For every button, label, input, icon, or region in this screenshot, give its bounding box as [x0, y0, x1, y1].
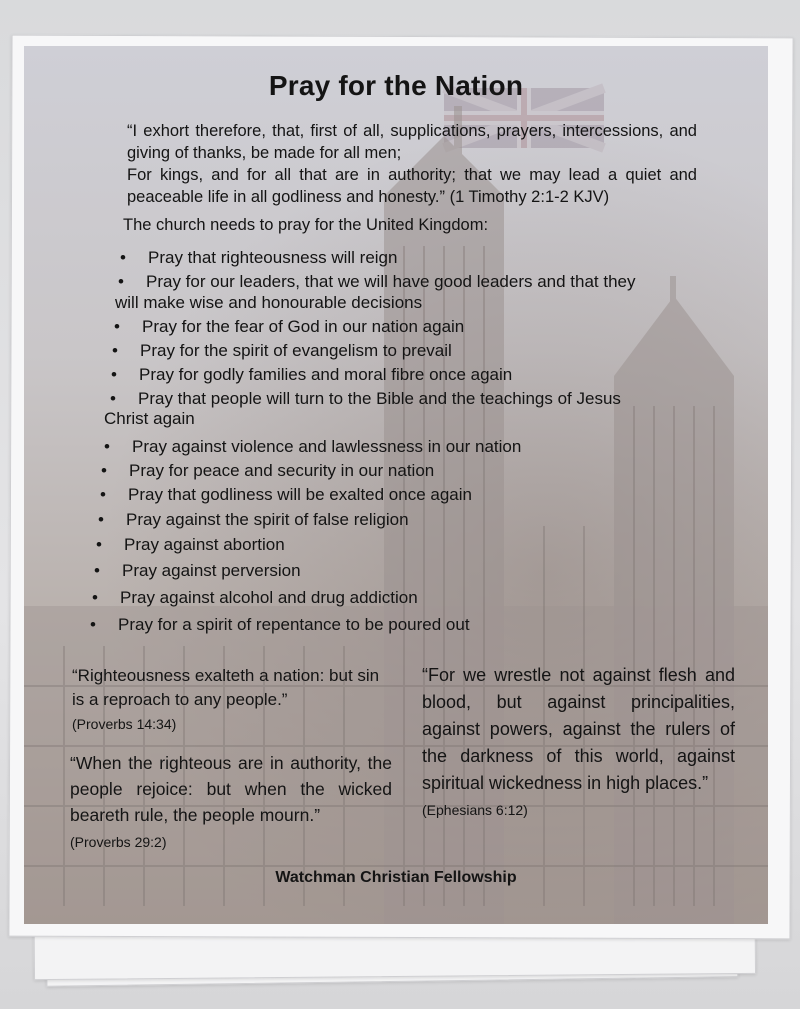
bullet-icon: • — [112, 341, 118, 360]
quote-text: “When the righteous are in authority, the people rejoice: but when the wicked beareth rule, the people mourn.” — [70, 753, 392, 825]
bullet-icon: • — [98, 510, 104, 529]
bullet-icon: • — [101, 461, 107, 480]
quote-reference: (Proverbs 14:34) — [72, 716, 177, 732]
bullet-icon: • — [120, 248, 126, 267]
prayer-item: • Pray against abortion — [96, 535, 285, 554]
scripture-line-1: “I exhort therefore, that, first of all, supplications, prayers, intercessions, and giving of thanks, be made for all men; — [127, 122, 697, 162]
quote-proverbs-29-2 — [70, 750, 392, 855]
bullet-icon: • — [104, 437, 110, 456]
bullet-icon: • — [94, 561, 100, 580]
prayer-item: • Pray against violence and lawlessness in our nation — [104, 437, 522, 456]
bullet-icon: • — [114, 317, 120, 336]
prayer-item: • Pray that godliness will be exalted once again — [100, 485, 472, 504]
scripture-line-2: For kings, and for all that are in authority; that we may lead a quiet and peaceable life in all godliness and honesty.” (1 Timothy 2:1-2 KJV) — [127, 166, 697, 206]
quote-reference: (Proverbs 29:2) — [70, 834, 167, 850]
prayer-item: • Pray for peace and security in our nation — [101, 461, 435, 480]
prayer-item: • Pray for the spirit of evangelism to prevail — [112, 341, 452, 360]
quote-text: “For we wrestle not against flesh and blood, but against principalities, against powers, against the rulers of the darkness of this world, against spiritual wickedness in high places.” — [422, 665, 735, 793]
bullet-icon: • — [92, 588, 98, 607]
prayer-item: • Pray for the fear of God in our nation again — [114, 317, 465, 336]
prayer-item: • Pray for a spirit of repentance to be poured out — [90, 615, 470, 634]
prayer-item-continuation: Christ again — [104, 409, 195, 428]
quote-text: “Righteousness exalteth a nation: but sin is a reproach to any people.” — [72, 666, 380, 709]
prayer-item-continuation: will make wise and honourable decisions — [115, 293, 423, 312]
prayer-item: • Pray against alcohol and drug addiction — [92, 588, 418, 607]
prayer-item: • Pray for our leaders, that we will have good leaders and that they — [118, 272, 636, 291]
quote-ephesians-6-12 — [422, 662, 735, 824]
prayer-item: • Pray for godly families and moral fibre once again — [111, 365, 513, 384]
bullet-icon: • — [110, 389, 116, 408]
prayer-item: • Pray that righteousness will reign — [120, 248, 398, 267]
bullet-icon: • — [111, 365, 117, 384]
prayer-item: • Pray against the spirit of false religion — [98, 510, 409, 529]
poster — [24, 46, 768, 924]
prayer-item: • Pray that people will turn to the Bible and the teachings of Jesus — [110, 389, 621, 408]
prayer-item: • Pray against perversion — [94, 561, 301, 580]
bullet-icon: • — [96, 535, 102, 554]
poster-title: Pray for the Nation — [268, 70, 524, 101]
bullet-icon: • — [90, 615, 96, 634]
quote-reference: (Ephesians 6:12) — [422, 802, 528, 818]
bullet-icon: • — [118, 272, 124, 291]
quote-proverbs-14-34 — [72, 664, 392, 736]
footer-organization: Watchman Christian Fellowship — [275, 869, 517, 886]
scripture-timothy — [127, 120, 697, 208]
prayer-intro: The church needs to pray for the United Kingdom: — [123, 216, 489, 234]
bullet-icon: • — [100, 485, 106, 504]
